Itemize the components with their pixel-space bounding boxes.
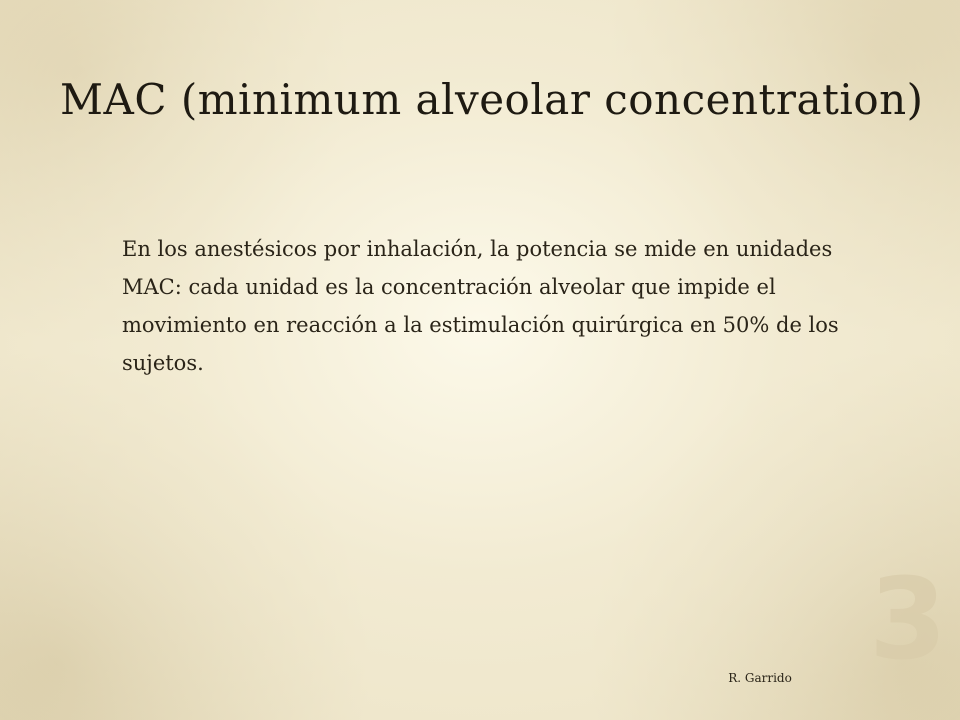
slide-title: MAC (minimum alveolar concentration) [60,75,924,124]
author-footer: R. Garrido [728,671,792,685]
slide-body-text: En los anestésicos por inhalación, la potencia se mide en unidades MAC: cada unidad es la concentración alveolar que impide el movimiento en reacción a la estimulación quirúrgica en 50% de los sujetos. [122,237,839,375]
slide-number: 3 [869,555,947,685]
